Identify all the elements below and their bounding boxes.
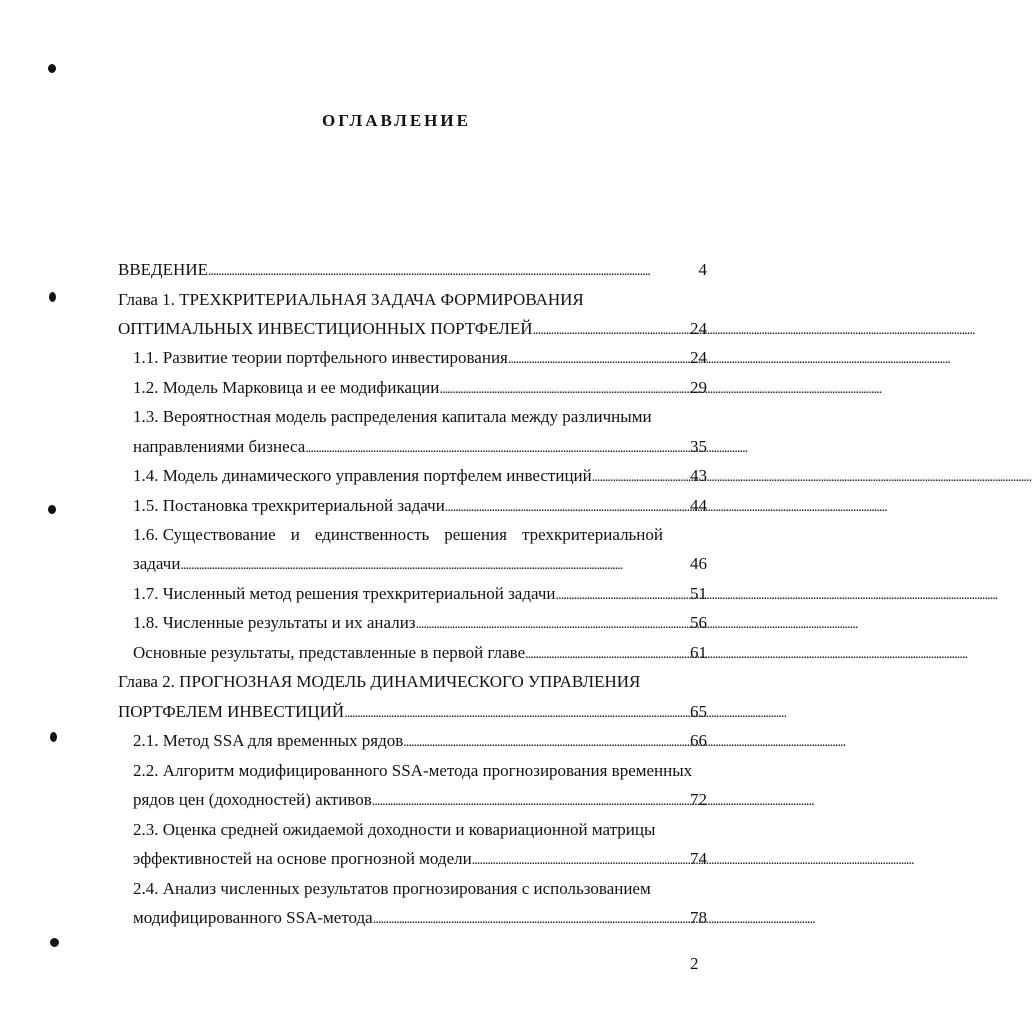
toc-page-number: 65 (690, 702, 707, 721)
toc-entry-text: 1.7. Численный метод решения трехкритериальной задачи (133, 584, 556, 603)
leader-dots (416, 611, 688, 637)
toc-entry-1-5 (133, 494, 707, 518)
leader-dots (403, 729, 688, 755)
toc-page-number: 24 (690, 348, 707, 367)
page-title: ОГЛАВЛЕНИЕ (322, 111, 471, 130)
toc-entry-text: ВВЕДЕНИЕ (118, 260, 208, 279)
leader-dots (208, 258, 697, 284)
toc-entry-text: 2.3. Оценка средней ожидаемой доходности и ковариационной матрицы (133, 820, 656, 839)
toc-entry-1-2 (133, 376, 707, 400)
toc-chapter-heading: Глава 1. ТРЕХКРИТЕРИАЛЬНАЯ ЗАДАЧА ФОРМИРОВАНИЯ (118, 290, 584, 309)
toc-entry-text: 1.2. Модель Марковица и ее модификации (133, 378, 440, 397)
toc-entry-text: задачи (133, 554, 181, 573)
toc-entry-1-7 (133, 582, 707, 606)
toc-entry-text: 1.3. Вероятностная модель распределения капитала между различными (133, 407, 652, 426)
toc-page-number: 44 (690, 496, 707, 515)
toc-entry-text: ОПТИМАЛЬНЫХ ИНВЕСТИЦИОННЫХ ПОРТФЕЛЕЙ (118, 319, 533, 338)
leader-dots (180, 552, 688, 578)
toc-entry-text: эффективностей на основе прогнозной модели (133, 849, 472, 868)
toc-page-number: 56 (690, 613, 707, 632)
toc-entry-1-8 (133, 611, 707, 635)
leader-dots (445, 494, 688, 520)
toc-page-number: 74 (690, 849, 707, 868)
toc-entry-2-3 (133, 847, 707, 871)
toc-entry-intro (118, 258, 707, 282)
toc-page-number: 66 (690, 731, 707, 750)
leader-dots (556, 582, 689, 608)
leader-dots (472, 847, 688, 873)
toc-entry-1-4 (133, 464, 707, 488)
toc-entry-2-2 (133, 788, 707, 812)
toc-page-number: 29 (690, 378, 707, 397)
toc-entry-text: 2.2. Алгоритм модифицированного SSA-метода прогнозирования временных (133, 761, 693, 780)
toc-page-number: 72 (690, 790, 707, 809)
toc-chapter-heading: Глава 2. ПРОГНОЗНАЯ МОДЕЛЬ ДИНАМИЧЕСКОГО УПРАВЛЕНИЯ (118, 672, 641, 691)
toc-entry-text: 2.4. Анализ численных результатов прогнозирования с использованием (133, 879, 651, 898)
toc-entry-text: 1.1. Развитие теории портфельного инвестирования (133, 348, 508, 367)
toc-page-number: 4 (698, 260, 707, 279)
toc-entry-text: 2.1. Метод SSA для временных рядов (133, 731, 404, 750)
toc-page-number: 61 (690, 643, 707, 662)
toc-entry-text: 1.4. Модель динамического управления портфелем инвестиций (133, 466, 592, 485)
leader-dots (344, 700, 688, 726)
toc-word: единственность (314, 525, 430, 544)
leader-dots (525, 641, 688, 667)
page-number: 2 (690, 954, 699, 973)
toc-entry-1-6 (133, 552, 707, 576)
toc-entry-text: ПОРТФЕЛЕМ ИНВЕСТИЦИЙ (118, 702, 345, 721)
leader-dots (373, 906, 688, 932)
toc-entry-chapter-1 (118, 317, 707, 341)
toc-page-number: 43 (690, 466, 707, 485)
toc-page-number: 51 (690, 584, 707, 603)
toc-entry-2-1 (133, 729, 707, 753)
toc-entry-1-6-first-line (133, 523, 663, 547)
toc-page-number: 78 (690, 908, 707, 927)
toc-word: трехкритериальной (521, 525, 663, 544)
leader-dots (508, 346, 688, 372)
toc-page-number: 35 (690, 437, 707, 456)
leader-dots (592, 464, 688, 490)
toc-entry-chapter-2 (118, 700, 707, 724)
toc-word: и (290, 525, 300, 544)
leader-dots (372, 788, 688, 814)
toc-entry-2-4 (133, 906, 707, 930)
toc-word: 1.6. Существование (133, 525, 276, 544)
leader-dots (439, 376, 688, 402)
toc-entry-text: 1.5. Постановка трехкритериальной задачи (133, 496, 445, 515)
toc-entry-1-1 (133, 346, 707, 370)
leader-dots (305, 435, 688, 461)
toc-page-number: 24 (690, 319, 707, 338)
toc-entry-text: направлениями бизнеса (133, 437, 306, 456)
toc-entry-summary-1 (133, 641, 707, 665)
toc-word: решения (444, 525, 507, 544)
toc-page-number: 46 (690, 554, 707, 573)
leader-dots (533, 317, 688, 343)
toc-entry-text: 1.8. Численные результаты и их анализ (133, 613, 416, 632)
toc-entry-text: Основные результаты, представленные в первой главе (133, 643, 526, 662)
toc-entry-1-3 (133, 435, 707, 459)
toc-entry-text: модифицированного SSA-метода (133, 908, 373, 927)
toc-entry-text: рядов цен (доходностей) активов (133, 790, 372, 809)
